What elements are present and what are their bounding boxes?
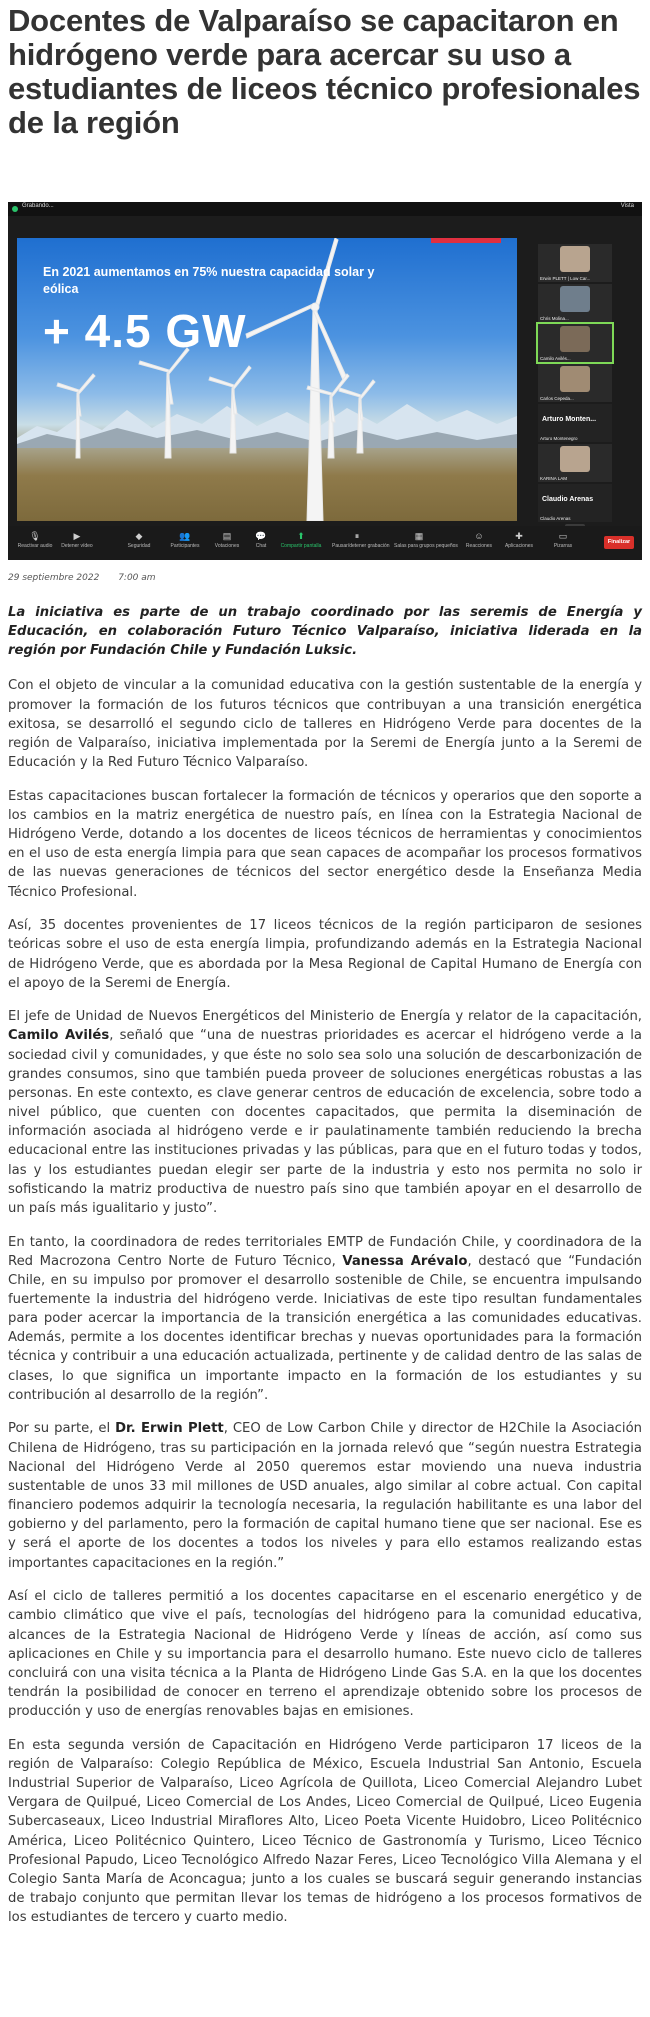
mic-icon: 🎙 xyxy=(29,531,41,541)
breakout-icon: ▦ xyxy=(414,531,424,541)
participant-tile[interactable] xyxy=(538,364,612,402)
participants-panel xyxy=(538,244,612,534)
meeting-toolbar xyxy=(8,526,642,560)
participant-tile[interactable] xyxy=(538,484,612,522)
participant-tile[interactable] xyxy=(538,244,612,282)
view-label: Vista xyxy=(620,203,634,209)
page-title: Docentes de Valparaíso se capacitaron en hidrógeno verde para acercar su uso a estudiantes de liceos técnico profesionales de la región xyxy=(8,3,641,140)
participant-tile-active-speaker[interactable] xyxy=(538,324,612,362)
participant-name: Claudio Arenas xyxy=(540,516,571,521)
toolbar-button[interactable]: ▶ Detener vídeo xyxy=(52,530,102,549)
toolbar-button[interactable]: ✚ Aplicaciones xyxy=(494,530,544,549)
share-screen-button[interactable]: ⬆ Compartir pantalla xyxy=(276,530,326,549)
participant-video xyxy=(560,246,590,272)
recording-label: Grabando... xyxy=(22,203,54,209)
publish-time: 7:00 am xyxy=(118,573,156,583)
paragraph: El jefe de Unidad de Nuevos Energéticos del Ministerio de Energía y relator de la capacitación, Camilo Avilés, señaló que “una de nuestras prioridades es acercar el hidrógeno verde a la sociedad civil y comunidades, y que éste no solo sea solo una solución de descarbonización de grandes consumos, sino que también pueda proveer de soluciones energéticas robustas a las personas. En este contexto, es clave generar centros de educación de excelencia, sobre todo a nivel público, que cuenten con docentes capacitados, que permita la diseminación de información asociada al hidrógeno verde e ir paulatinamente también reduciendo la brecha educacional entre las instituciones privadas y las públicas, para que en el futuro todas y todos, las y los estudiantes puedan elegir ser parte de la industria y esto nos permita no solo ir sofisticando la matriz productiva de nuestro país sino que también apoyar en el desarrollo de un país más igualitario y justo”. xyxy=(8,1009,642,1216)
participants-icon: 👥 xyxy=(179,531,191,541)
participant-name: Camilo Avilés... xyxy=(540,356,571,361)
paragraph: Así el ciclo de talleres permitió a los docentes capacitarse en el escenario energético y de cambio climático que vive el país, tecnologías del hidrógeno para la comunidad educativa, alcances de la Estrategia Nacional de Hidrógeno Verde y líneas de acción, así como sus aplicaciones en Chile y su importancia para el desarrollo humano. Este nuevo ciclo de talleres concluirá con una visita técnica a la Planta de Hidrógeno Linde Gas S.A. en la que los docentes tendrán la posibilidad de conocer en terreno el aprendizaje obtenido sobre los procesos de producción y uso de energías renovables bajas en emisiones. xyxy=(8,1589,642,1720)
paragraph: En esta segunda versión de Capacitación en Hidrógeno Verde participaron 17 liceos de la región de Valparaíso: Colegio República de México, Escuela Industrial San Antonio, Escuela Industrial Superior de Valparaíso, Liceo Agrícola de Quillota, Liceo Comercial Alejandro Lubet Vergara de Quilpué, Liceo Comercial de Los Andes, Liceo Comercial de Quilpué, Liceo Eugenia Subercaseaux, Liceo Industrial Miraflores Alto, Liceo Poeta Vicente Huidobro, Liceo Politécnico América, Liceo Politécnico Quintero, Liceo Técnico de Gastronomía y Turismo, Liceo Técnico Profesional Papudo, Liceo Tecnológico Alfredo Nazar Feres, Liceo Tecnológico Villa Alemana y el Colegio Santa María de Aconcagua; junto a los cuales se buscará seguir generando instancias de trabajo conjunto que permitan llevar los temas de hidrógeno a los procesos formativos de los estudiantes de tercero y cuarto medio. xyxy=(8,1737,642,1926)
toolbar-button[interactable]: 💬 Chat xyxy=(236,530,286,549)
toolbar-button[interactable]: 👥 Participantes xyxy=(160,530,210,549)
video-call-screenshot xyxy=(8,202,642,560)
toolbar-button[interactable]: ▦ Salas para grupos pequeños xyxy=(394,531,458,549)
participant-video xyxy=(560,286,590,312)
article-meta xyxy=(8,573,172,583)
pause-record-icon: ⏸ xyxy=(354,531,360,541)
security-status-icon xyxy=(12,206,18,212)
participant-name-large: Arturo Monten... xyxy=(542,416,597,423)
paragraph: Por su parte, el Dr. Erwin Plett, CEO de Low Carbon Chile y director de H2Chile la Asociación Chilena de Hidrógeno, tras su participación en la jornada relevó que “según nuestra Estrategia Nacional del Hidrógeno Verde al 2050 queremos estar moviendo una nueva industria sustentable de unos 33 mil millones de USD anuales, algo similar al cobre actual. Con capital financiero podemos adquirir la tecnología necesaria, la regulación habilitante es una labor del gobierno y del parlamento, pero la formación de capital humano tiene que ser nacional. Ese es y será el aporte de los docentes a todos los niveles y para ello estamos realizando estas importantes capacitaciones en la región.” xyxy=(8,1421,642,1571)
apps-icon: ✚ xyxy=(515,531,523,541)
chat-icon: 💬 xyxy=(255,531,267,541)
person-name: Camilo Avilés xyxy=(8,1028,110,1044)
video-icon: ▶ xyxy=(73,531,81,541)
toolbar-button[interactable]: ◆ Seguridad xyxy=(114,530,164,549)
call-top-bar xyxy=(8,202,642,216)
paragraph: En tanto, la coordinadora de redes territoriales EMTP de Fundación Chile, y coordinadora de la Red Macrozona Centro Norte de Futuro Técnico, Vanessa Arévalo, destacó que “Fundación Chile, en su impulso por promover el desarrollo sostenible de Chile, se encuentra impulsando fuertemente la industria del hidrógeno verde. Iniciativas de este tipo resultan fundamentales para poder acercar la importancia de la transición energética a las comunidades educativas. Además, permite a los docentes identificar brechas y nuevas oportunidades para la formación técnica y contribuir a una educación actualizada, pertinente y de calidad dentro de las salas de clases, lo que significa un importante impacto en la formación de los estudiantes y su contribución al desarrollo de la región”. xyxy=(8,1234,642,1403)
participant-tile[interactable] xyxy=(538,284,612,322)
participant-name: Chris Molina... xyxy=(540,316,569,321)
whiteboard-icon: ▭ xyxy=(558,531,568,541)
toolbar-button[interactable]: ▤ Votaciones xyxy=(202,530,252,549)
publish-date: 29 septiembre 2022 xyxy=(8,573,100,583)
shared-slide xyxy=(17,238,517,521)
toolbar-button[interactable]: 🎙 Reactivar audio xyxy=(10,530,60,549)
participant-tile[interactable] xyxy=(538,444,612,482)
toolbar-button[interactable]: ☺ Reacciones xyxy=(454,530,504,549)
reactions-icon: ☺ xyxy=(474,531,484,541)
article-body xyxy=(8,603,642,1942)
poll-icon: ▤ xyxy=(222,531,232,541)
shield-icon: ◆ xyxy=(135,531,143,541)
person-name: Vanessa Arévalo xyxy=(342,1253,468,1269)
participant-name: Carlos Cepeda... xyxy=(540,396,574,401)
paragraph: Estas capacitaciones buscan fortalecer la formación de técnicos y operarios que den soporte a los cambios en la matriz energética de nuestro país, en línea con la Estrategia Nacional de Hidrógeno Verde, dotando a los docentes de liceos técnicos de herramientas y conocimientos en el uso de esta energía limpia para que sean capaces de acompañar los procesos formativos de las nuevas generaciones de técnicos del sector energético desde la Enseñanza Media Técnico Profesional. xyxy=(8,788,642,900)
toolbar-button[interactable]: ⏸ Pausar/detener grabación xyxy=(332,531,390,549)
participant-video xyxy=(560,326,590,352)
end-meeting-button[interactable]: Finalizar xyxy=(604,536,634,549)
paragraph: Así, 35 docentes provenientes de 17 liceos técnicos de la región participaron de sesiones teóricas sobre el uso de esta energía limpia, profundizando además en la Estrategia Nacional de Hidrógeno Verde, que es abordada por la Mesa Regional de Capital Humano de Energía con el apoyo de la Seremi de Energía. xyxy=(8,918,642,991)
participant-video xyxy=(560,446,590,472)
participant-tile[interactable] xyxy=(538,404,612,442)
toolbar-button[interactable]: ▭ Pizarras xyxy=(538,530,588,549)
participant-video xyxy=(560,366,590,392)
slide-big-value: + 4.5 GW xyxy=(43,305,247,357)
participant-name: Erwin PLETT | Low Car... xyxy=(540,276,591,281)
slide-caption: En 2021 aumentamos en 75% nuestra capacidad solar y eólica xyxy=(43,265,375,296)
participant-name: Arturo Montenegro xyxy=(540,436,578,441)
person-name: Dr. Erwin Plett xyxy=(115,1421,224,1437)
paragraph: Con el objeto de vincular a la comunidad educativa con la gestión sustentable de la energía y promover la formación de los futuros técnicos que contribuyan a una transición energética exitosa, se desarrolló el segundo ciclo de talleres en Hidrógeno Verde para docentes de la región de Valparaíso, iniciativa implementada por la Seremi de Energía junto a la Seremi de Educación y la Red Futuro Técnico Valparaíso. xyxy=(8,678,642,771)
share-screen-icon: ⬆ xyxy=(297,531,305,541)
participant-name-large: Claudio Arenas xyxy=(542,496,594,503)
article-lead: La iniciativa es parte de un trabajo coordinado por las seremis de Energía y Educación, en colaboración Futuro Técnico Valparaíso, iniciativa liderada en la región por Fundación Chile y Fundación Luksic. xyxy=(8,605,642,659)
participant-name: KARINA LAM xyxy=(540,476,568,481)
